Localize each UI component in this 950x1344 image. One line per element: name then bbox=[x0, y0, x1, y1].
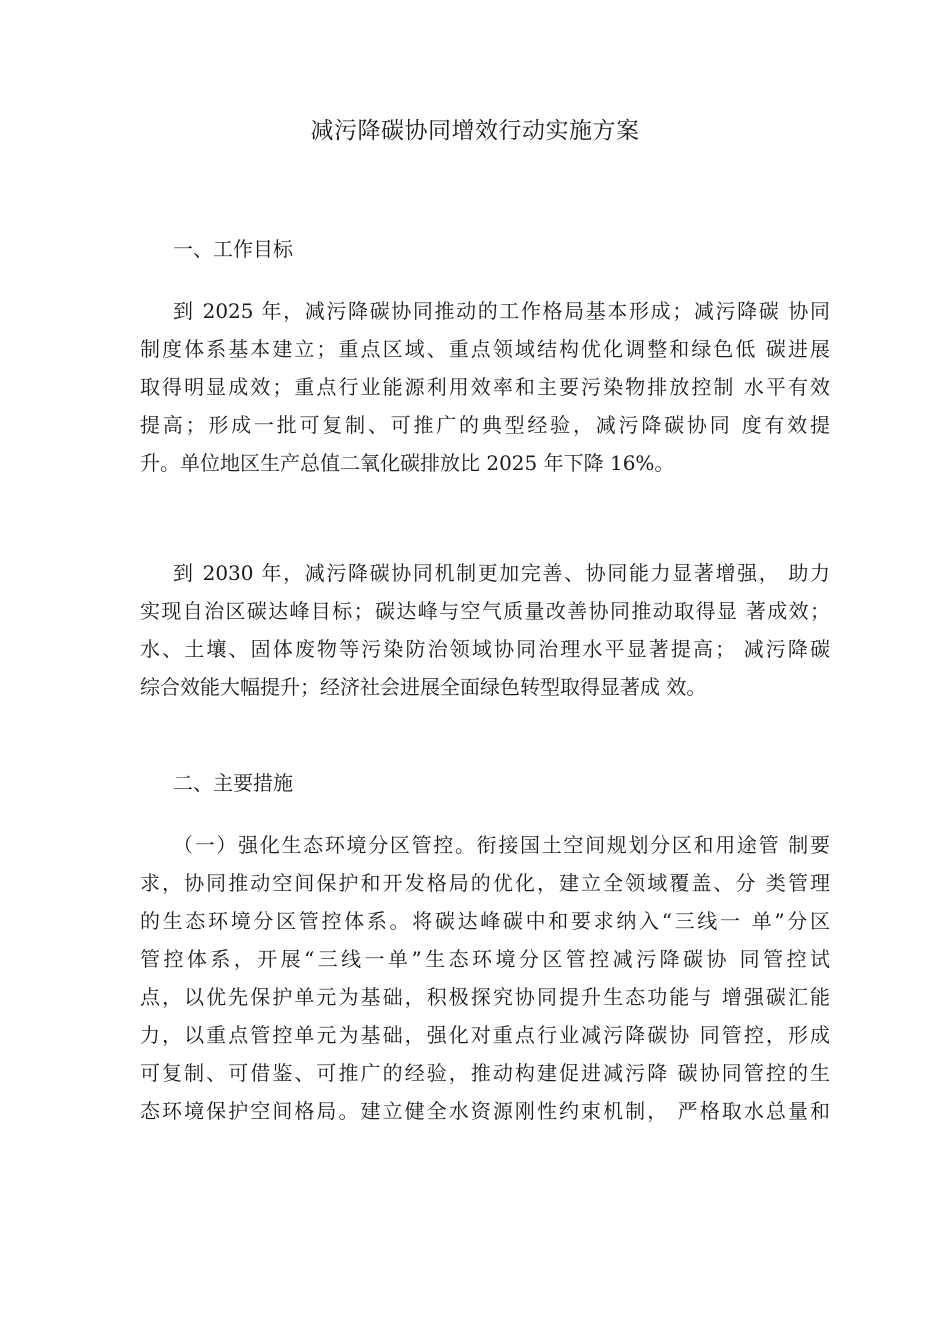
paragraph-line: 到 2030 年，减污降碳协同机制更加完善、协同能力显著增强， 助力 bbox=[173, 561, 830, 585]
paragraph-measure-1 bbox=[140, 826, 830, 1130]
paragraph-line: 可复制、可借鉴、可推广的经验，推动构建促进减污降 碳协同管控的生 bbox=[140, 1061, 830, 1085]
paragraph-goals-2030 bbox=[140, 554, 830, 706]
paragraph-line: 实现自治区碳达峰目标；碳达峰与空气质量改善协同推动取得显 著成效； bbox=[140, 599, 830, 623]
paragraph-line: 点，以优先保护单元为基础，积极探究协同提升生态功能与 增强碳汇能 bbox=[140, 985, 830, 1009]
paragraph-goals-2025 bbox=[140, 292, 830, 482]
paragraph-line: 综合效能大幅提升；经济社会进展全面绿色转型取得显著成 效。 bbox=[140, 675, 707, 699]
paragraph-line: 到 2025 年，减污降碳协同推动的工作格局基本形成；减污降碳 协同 bbox=[173, 299, 830, 323]
paragraph-line: 水、土壤、固体废物等污染防治领域协同治理水平显著提高； 减污降碳 bbox=[140, 637, 830, 661]
paragraph-line: 求，协同推动空间保护和开发格局的优化，建立全领域覆盖、分 类管理 bbox=[140, 871, 830, 895]
paragraph-line: 制度体系基本建立；重点区域、重点领域结构优化调整和绿色低 碳进展 bbox=[140, 337, 830, 361]
paragraph-line: 态环境保护空间格局。建立健全水资源刚性约束机制， 严格取水总量和 bbox=[140, 1099, 830, 1123]
paragraph-line: 升。单位地区生产总值二氧化碳排放比 2025 年下降 16%。 bbox=[140, 451, 675, 475]
paragraph-line: 取得明显成效；重点行业能源利用效率和主要污染物排放控制 水平有效 bbox=[140, 375, 830, 399]
paragraph-line: 管控体系，开展“三线一单”生态环境分区管控减污降碳协 同管控试 bbox=[140, 947, 830, 971]
paragraph-line: 的生态环境分区管控体系。将碳达峰碳中和要求纳入“三线一 单”分区 bbox=[140, 909, 830, 933]
paragraph-line: 提高；形成一批可复制、可推广的典型经验，减污降碳协同 度有效提 bbox=[140, 413, 830, 437]
paragraph-line: （一）强化生态环境分区管控。衔接国土空间规划分区和用途管 制要 bbox=[173, 833, 830, 857]
paragraph-line: 力，以重点管控单元为基础，强化对重点行业减污降碳协 同管控，形成 bbox=[140, 1023, 830, 1047]
section-heading-goals: 一、工作目标 bbox=[173, 237, 293, 261]
document-title: 减污降碳协同增效行动实施方案 bbox=[310, 118, 640, 144]
section-heading-measures: 二、主要措施 bbox=[173, 771, 293, 795]
